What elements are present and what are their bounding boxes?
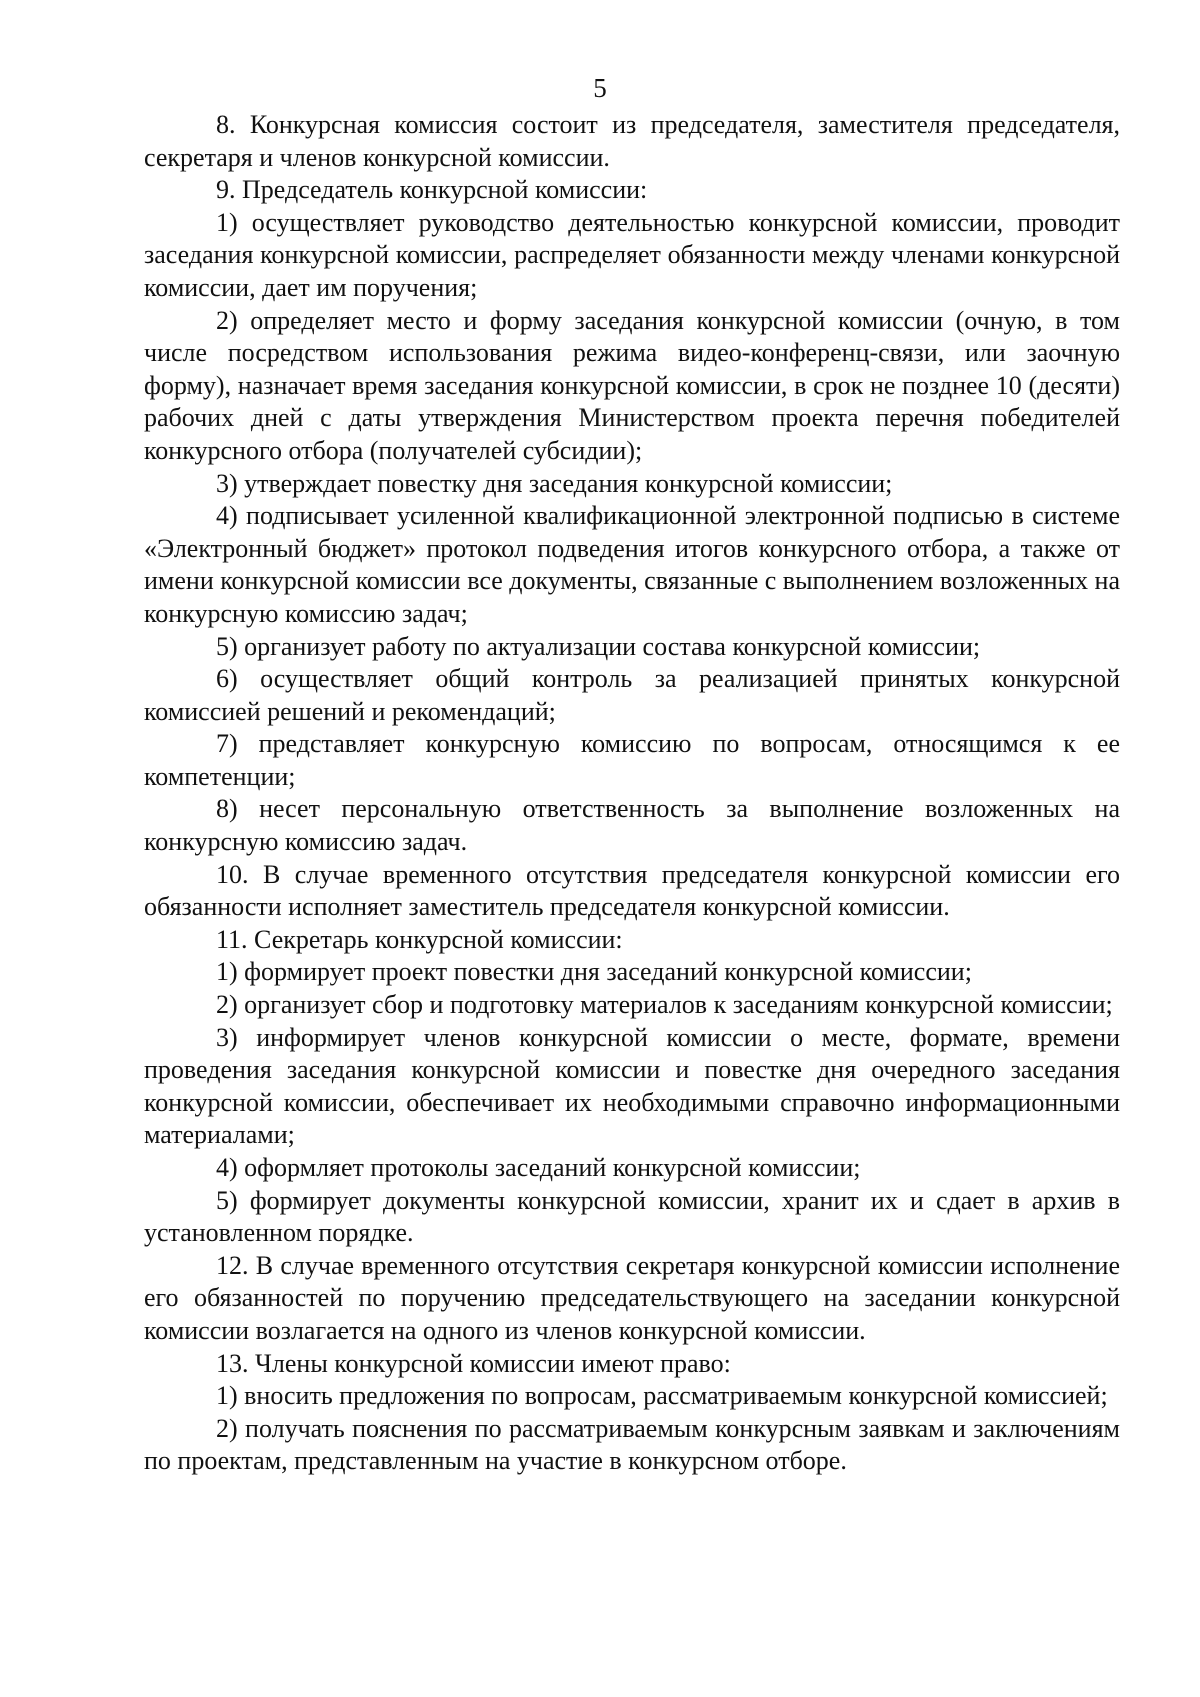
paragraph-13-heading: 13. Члены конкурсной комиссии имеют право: — [216, 1348, 731, 1378]
page-number: 5 — [593, 73, 607, 103]
paragraph-11-heading: 11. Секретарь конкурсной комиссии: — [216, 924, 623, 954]
list-item: 1) вносить предложения по вопросам, рассматриваемым конкурсной комиссией; — [216, 1381, 1108, 1411]
list-item: 5) организует работу по актуализации состава конкурсной комиссии; — [216, 631, 981, 661]
list-item: 5) формирует документы конкурсной комиссии, хранит их и сдает в архив в установленном порядке. — [144, 1185, 1120, 1248]
list-item: 2) определяет место и форму заседания конкурсной комиссии (очную, в том числе посредством использования режима видео-конференц-связи, или заочную форму), назначает время заседания конкурсной комиссии, в срок не позднее 10 (десяти) рабочих дней с даты утверждения Министерством проекта перечня победителей конкурсного отбора (получателей субсидии); — [144, 305, 1120, 465]
list-item: 3) информирует членов конкурсной комиссии о месте, формате, времени проведения заседания конкурсной комиссии и повестке дня очередного заседания конкурсной комиссии, обеспечивает их необходимыми справочно информационными материалами; — [144, 1022, 1120, 1150]
paragraph-9-heading: 9. Председатель конкурсной комиссии: — [216, 175, 648, 205]
paragraph-12: 12. В случае временного отсутствия секретаря конкурсной комиссии исполнение его обязанностей по поручению председательствующего на заседании конкурсной комиссии возлагается на одного из членов конкурсной комиссии. — [144, 1250, 1120, 1345]
paragraph-8: 8. Конкурсная комиссия состоит из председателя, заместителя председателя, секретаря и членов конкурсной комиссии. — [144, 110, 1120, 172]
list-item: 4) подписывает усиленной квалификационной электронной подписью в системе «Электронный бюджет» протокол подведения итогов конкурсного отбора, а также от имени конкурсной комиссии все документы, связанные с выполнением возложенных на конкурсную комиссию задач; — [144, 501, 1120, 628]
list-item: 2) организует сбор и подготовку материалов к заседаниям конкурсной комиссии; — [216, 990, 1113, 1020]
list-item: 4) оформляет протоколы заседаний конкурсной комиссии; — [216, 1153, 861, 1182]
list-item: 3) утверждает повестку дня заседания конкурсной комиссии; — [216, 468, 893, 498]
list-item: 2) получать пояснения по рассматриваемым конкурсным заявкам и заключениям по проектам, представленным на участие в конкурсном отборе. — [144, 1413, 1120, 1476]
list-item: 6) осуществляет общий контроль за реализацией принятых конкурсной комиссией решений и рекомендаций; — [144, 664, 1120, 726]
list-item: 1) формирует проект повестки дня заседаний конкурсной комиссии; — [216, 957, 972, 987]
paragraph-10: 10. В случае временного отсутствия председателя конкурсной комиссии его обязанности исполняет заместитель председателя конкурсной комиссии. — [144, 859, 1120, 922]
list-item: 8) несет персональную ответственность за выполнение возложенных на конкурсную комиссию задач. — [144, 794, 1120, 857]
list-item: 1) осуществляет руководство деятельностью конкурсной комиссии, проводит заседания конкурсной комиссии, распределяет обязанности между членами конкурсной комиссии, дает им поручения; — [144, 207, 1120, 302]
document-body — [144, 109, 1120, 1478]
list-item: 7) представляет конкурсную комиссию по вопросам, относящимся к ее компетенции; — [144, 729, 1120, 791]
